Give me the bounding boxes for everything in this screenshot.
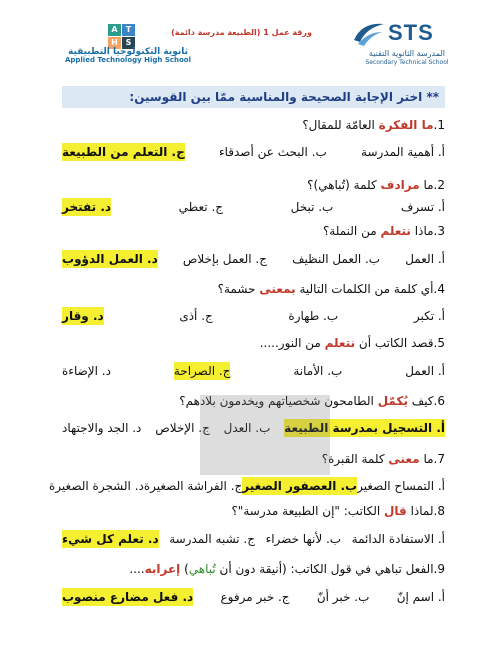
- options-row-3: [62, 250, 445, 268]
- answer-option[interactable]: أ. تكبر: [413, 309, 445, 323]
- question-keyword: مرادف: [380, 178, 420, 192]
- answer-option[interactable]: ب. طهارة: [288, 309, 339, 323]
- answer-option[interactable]: ب. لأنها خضراء: [265, 532, 342, 546]
- question-1: [62, 116, 445, 134]
- answer-option[interactable]: ج. العمل بإخلاص: [182, 252, 267, 266]
- worksheet-title: ورقة عمل 1 (الطبيعة مدرسة دائمة): [171, 28, 312, 37]
- question-number: 3.: [433, 224, 445, 238]
- answer-option[interactable]: ج. الإخلاص: [155, 421, 210, 435]
- correct-answer-option[interactable]: ج. الصراحة: [173, 364, 231, 378]
- answer-option[interactable]: أ. أهمية المدرسة: [361, 145, 445, 159]
- watermark-stamp: [200, 395, 330, 475]
- question-keyword: معنى: [388, 452, 420, 466]
- question-keyword: إعرابه: [144, 562, 181, 576]
- question-text-mid: ): [180, 562, 189, 576]
- question-4: [62, 280, 445, 298]
- question-text-post: كلمة (تُباهي)؟: [307, 178, 381, 192]
- question-number: 2.: [433, 178, 445, 192]
- options-row-9: [62, 588, 445, 606]
- answer-option[interactable]: ب. العمل النظيف: [292, 252, 381, 266]
- question-9: [62, 560, 445, 578]
- answer-option[interactable]: أ. اسم إنّ: [396, 590, 445, 604]
- answer-option[interactable]: أ. تسرف: [400, 200, 445, 214]
- question-text-pre: لماذا: [406, 504, 434, 518]
- school-name-english: Applied Technology High School: [64, 56, 192, 64]
- question-text-pre: ما: [419, 178, 434, 192]
- logo-square-t: T: [122, 24, 135, 36]
- question-text-post: من النور.....: [259, 336, 325, 350]
- question-keyword: يُكمّل: [377, 394, 408, 408]
- question-text-post: ....: [129, 562, 145, 576]
- question-number: 4.: [433, 282, 445, 296]
- logo-square-h: H: [108, 37, 121, 49]
- question-number: 7.: [433, 452, 445, 466]
- answer-option[interactable]: ج. تشبه المدرسة: [169, 532, 255, 546]
- question-2: [62, 176, 445, 194]
- answer-option[interactable]: د. الجد والاجتهاد: [62, 421, 142, 435]
- question-keyword: قال: [384, 504, 407, 518]
- options-row-5: [62, 362, 445, 380]
- question-keyword: ما الفكرة: [378, 118, 434, 132]
- answer-option[interactable]: أ. التمساح الصغير: [357, 479, 445, 493]
- school-name-arabic: ثانوية التكنولوجيا التطبيقية: [68, 47, 188, 57]
- question-number: 5.: [433, 336, 445, 350]
- correct-answer-option[interactable]: أ. التسجيل بمدرسة الطبيعة: [284, 421, 445, 435]
- options-row-2: [62, 198, 445, 216]
- answer-option[interactable]: ب. تبخل: [290, 200, 334, 214]
- instruction-banner: ** اختر الإجابة الصحيحة والمناسبة ممّا بين القوسين:: [62, 86, 445, 108]
- question-text-pre: أي كلمة من الكلمات التالية: [295, 282, 434, 296]
- question-number: 9.: [433, 562, 445, 576]
- options-row-7: [49, 477, 445, 495]
- question-keyword: بمعنى: [259, 282, 296, 296]
- answer-option[interactable]: د. الشجرة الصغيرة: [49, 479, 144, 493]
- correct-answer-option[interactable]: د. تعلم كل شيء: [62, 532, 159, 546]
- question-text-post: من النملة؟: [322, 224, 381, 238]
- correct-answer-option[interactable]: ج. التعلم من الطبيعة: [62, 145, 185, 159]
- question-keyword-green: تُباهي: [188, 562, 216, 576]
- question-number: 6.: [433, 394, 445, 408]
- question-text-pre: قصد الكاتب أن: [355, 336, 434, 350]
- answer-option[interactable]: ج. تعطي: [178, 200, 224, 214]
- sts-swoosh-icon: [352, 18, 386, 48]
- answer-option[interactable]: أ. العمل: [405, 364, 445, 378]
- question-text-post: الكاتب: "إن الطبيعة مدرسة"؟: [231, 504, 384, 518]
- correct-answer-option[interactable]: د. فعل مضارع منصوب: [62, 590, 194, 604]
- answer-option[interactable]: ب. البحث عن أصدقاء: [218, 145, 327, 159]
- answer-option[interactable]: أ. الاستفادة الدائمة: [351, 532, 445, 546]
- question-number: 8.: [433, 504, 445, 518]
- correct-answer-option[interactable]: د. العمل الدؤوب: [62, 252, 158, 266]
- question-text-post: حشمة؟: [217, 282, 260, 296]
- sts-name-arabic: المدرسة الثانوية التقنية: [368, 49, 446, 58]
- question-text-pre: الفعل تباهي في قول الكاتب: (أنيقة دون أن: [215, 562, 434, 576]
- sts-logo-text: STS: [388, 20, 434, 45]
- logo-square-a: A: [108, 24, 121, 36]
- options-row-1: [62, 143, 445, 161]
- school-logo-right: [352, 16, 462, 66]
- answer-option[interactable]: ب. العدل: [223, 421, 271, 435]
- answer-option[interactable]: ب. الأمانة: [293, 364, 343, 378]
- question-text-post: العامّة للمقال؟: [302, 118, 379, 132]
- question-text-pre: ما: [419, 452, 434, 466]
- question-number: 1.: [433, 118, 445, 132]
- correct-answer-option[interactable]: ب. العصفور الصغير: [242, 479, 358, 493]
- question-text-post: كلمة القبرة؟: [321, 452, 389, 466]
- question-text-post: الطامحون شخصياتهم ويخدمون بلادهم؟: [179, 394, 378, 408]
- question-keyword: نتعلم: [380, 224, 411, 238]
- answer-option[interactable]: د. الإضاءة: [62, 364, 111, 378]
- question-text-pre: ماذا: [410, 224, 434, 238]
- worksheet-header: [0, 0, 480, 80]
- answer-option[interactable]: ج. خبر مرفوع: [220, 590, 290, 604]
- options-row-8: [62, 530, 445, 548]
- question-text-pre: كيف: [407, 394, 434, 408]
- question-3: [62, 222, 445, 240]
- correct-answer-option[interactable]: د. تفتخر: [62, 200, 112, 214]
- sts-name-english: Secondary Technical School: [365, 59, 449, 66]
- question-5: [62, 334, 445, 352]
- options-row-4: [62, 307, 445, 325]
- answer-option[interactable]: ب. خبر أنّ: [316, 590, 370, 604]
- answer-option[interactable]: ج. الفراشة الصغيرة: [143, 479, 243, 493]
- answer-option[interactable]: أ. العمل: [405, 252, 445, 266]
- answer-option[interactable]: ج. أذى: [179, 309, 213, 323]
- question-8: [62, 502, 445, 520]
- question-keyword: نتعلم: [324, 336, 356, 350]
- logo-square-s: S: [122, 37, 135, 49]
- correct-answer-option[interactable]: د. وقار: [62, 309, 104, 323]
